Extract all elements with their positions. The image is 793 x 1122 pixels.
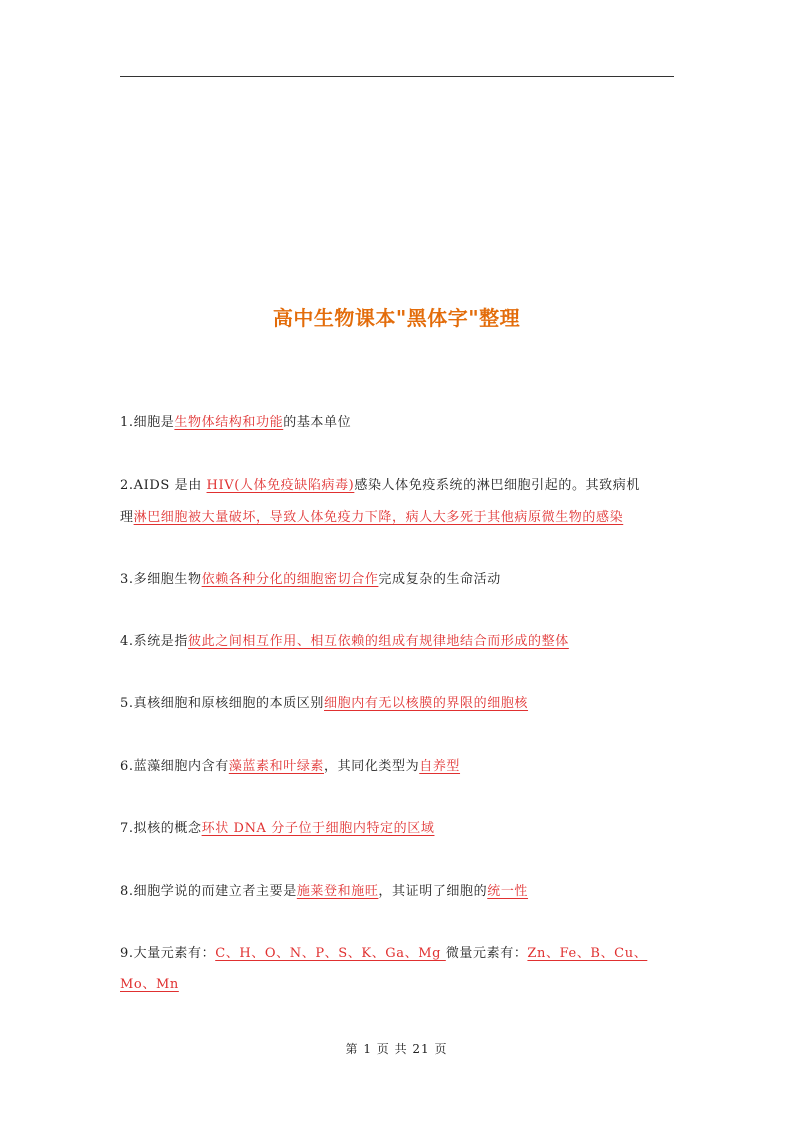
highlighted-answer: 藻蓝素和叶绿素	[228, 759, 325, 774]
list-item	[120, 688, 676, 720]
body-text: ，其同化类型为	[324, 759, 420, 774]
list-item	[120, 626, 676, 658]
body-text: 的基本单位	[283, 415, 352, 430]
highlighted-answer: HIV(人体免疫缺陷病毒)	[206, 478, 355, 493]
body-text: 3.多细胞生物	[120, 572, 202, 587]
highlighted-answer: 自养型	[419, 759, 461, 774]
body-text: ，其证明了细胞的	[378, 884, 488, 899]
body-text: 8.细胞学说的而建立者主要是	[120, 884, 297, 899]
list-item	[120, 407, 676, 439]
body-text: 4.系统是指	[120, 634, 189, 649]
body-text: 9.大量元素有：	[120, 946, 216, 961]
highlighted-answer: 细胞内有无以核膜的界限的细胞核	[324, 696, 529, 711]
highlighted-answer: 统一性	[487, 884, 529, 899]
header-rule	[120, 76, 674, 77]
highlighted-answer: 淋巴细胞被大量破坏，导致人体免疫力下降，病人大多死于其他病原微生物的感染	[133, 510, 624, 525]
list-item	[120, 813, 676, 845]
body-text: 完成复杂的生命活动	[378, 572, 501, 587]
body-text: 5.真核细胞和原核细胞的本质区别	[120, 696, 325, 711]
highlighted-answer: Zn、Fe、B、Cu、	[527, 946, 648, 961]
highlighted-answer: Mo、Mn	[120, 977, 179, 992]
body-text: 微量元素有：	[445, 946, 528, 961]
body-text: 1.细胞是	[120, 415, 175, 430]
body-text: 感染人体免疫系统的淋巴细胞引起的。其致病机	[354, 478, 640, 493]
page-title: 高中生物课本"黑体字"整理	[272, 306, 521, 330]
body-text: 2.AIDS 是由	[120, 478, 207, 493]
highlighted-answer: 环状 DNA 分子位于细胞内特定的区域	[201, 821, 435, 836]
body-text: 6.蓝藻细胞内含有	[120, 759, 229, 774]
highlighted-answer: 施莱登和施旺	[296, 884, 379, 899]
list-item	[120, 564, 676, 596]
list-item	[120, 470, 676, 502]
highlighted-answer: C、H、O、N、P、S、K、Ga、Mg	[215, 946, 446, 961]
page-footer: 第 1 页 共 21 页	[345, 1042, 448, 1056]
body-text: 7.拟核的概念	[120, 821, 202, 836]
list-item	[120, 876, 676, 908]
highlighted-answer: 依赖各种分化的细胞密切合作	[201, 572, 379, 587]
highlighted-answer: 生物体结构和功能	[174, 415, 284, 430]
highlighted-answer: 彼此之间相互作用、相互依赖的组成有规律地结合而形成的整体	[188, 634, 569, 649]
list-item	[120, 751, 676, 783]
list-item	[120, 969, 676, 1001]
body-text: 理	[120, 510, 134, 525]
list-item	[120, 502, 676, 534]
list-item	[120, 938, 676, 970]
